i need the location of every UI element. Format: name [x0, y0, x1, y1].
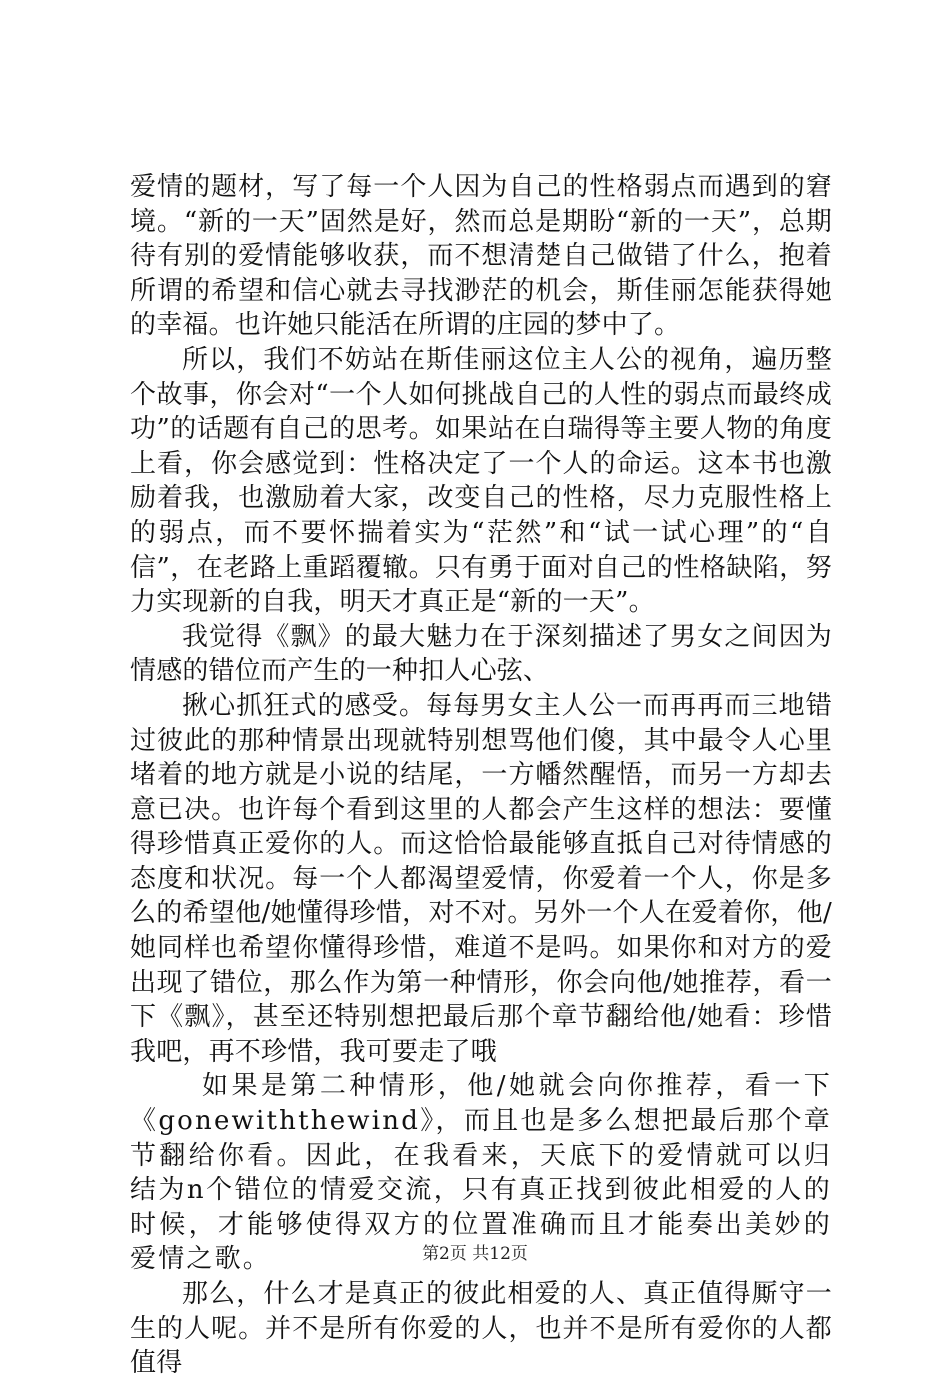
paragraph-1: 爱情的题材，写了每一个人因为自己的性格弱点而遇到的窘境。“新的一天”固然是好，然而总是期盼“新的一天”，总期待有别的爱情能够收获，而不想清楚自己做错了什么，抱着所谓的希望和信心就去寻找渺茫的机会，斯佳丽怎能获得她的幸福。也许她只能活在所谓的庄园的梦中了。 [130, 172, 832, 341]
paragraph-2: 所以，我们不妨站在斯佳丽这位主人公的视角，遍历整个故事，你会对“一个人如何挑战自己的人性的弱点而最终成功”的话题有自己的思考。如果站在白瑞得等主要人物的角度上看，你会感觉到：性格决定了一个人的命运。这本书也激励着我，也激励着大家，改变自己的性格，尽力克服性格上的弱点，而不要怀揣着实为“茫然”和“试一试心理”的“自信”，在老路上重蹈覆辙。只有勇于面对自己的性格缺陷，努力实现新的自我，明天才真正是“新的一天”。 [130, 344, 832, 618]
paragraph-3: 我觉得《飘》的最大魅力在于深刻描述了男女之间因为情感的错位而产生的一种扣人心弦、 [130, 621, 832, 687]
page-number-footer: 第2页 共12页 [422, 1244, 528, 1264]
paragraph-6: 那么，什么才是真正的彼此相爱的人、真正值得厮守一生的人呢。并不是所有你爱的人，也并不是所有爱你的人都值得 [130, 1279, 832, 1379]
paragraph-5: 如果是第二种情形，他/她就会向你推荐，看一下《gonewiththewind》，而且也是多么想把最后那个章节翻给你看。因此，在我看来，天底下的爱情就可以归结为n个错位的情爱交流，只有真正找到彼此相爱的人的时候，才能够使得双方的位置准确而且才能奏出美妙的爱情之歌。 [130, 1071, 832, 1275]
document-body [130, 170, 832, 1381]
paragraph-4: 揪心抓狂式的感受。每每男女主人公一而再再而三地错过彼此的那种情景出现就特别想骂他们傻，其中最令人心里堵着的地方就是小说的结尾，一方幡然醒悟，而另一方却去意已决。也许每个看到这里的人都会产生这样的想法：要懂得珍惜真正爱你的人。而这恰恰最能够直抵自己对待情感的态度和状况。每一个人都渴望爱情，你爱着一个人，你是多么的希望他/她懂得珍惜，对不对。另外一个人在爱着你，他/她同样也希望你懂得珍惜，难道不是吗。如果你和对方的爱出现了错位，那么作为第一种情形，你会向他/她推荐，看一下《飘》，甚至还特别想把最后那个章节翻给他/她看：珍惜我吧，再不珍惜，我可要走了哦 [130, 690, 832, 1067]
